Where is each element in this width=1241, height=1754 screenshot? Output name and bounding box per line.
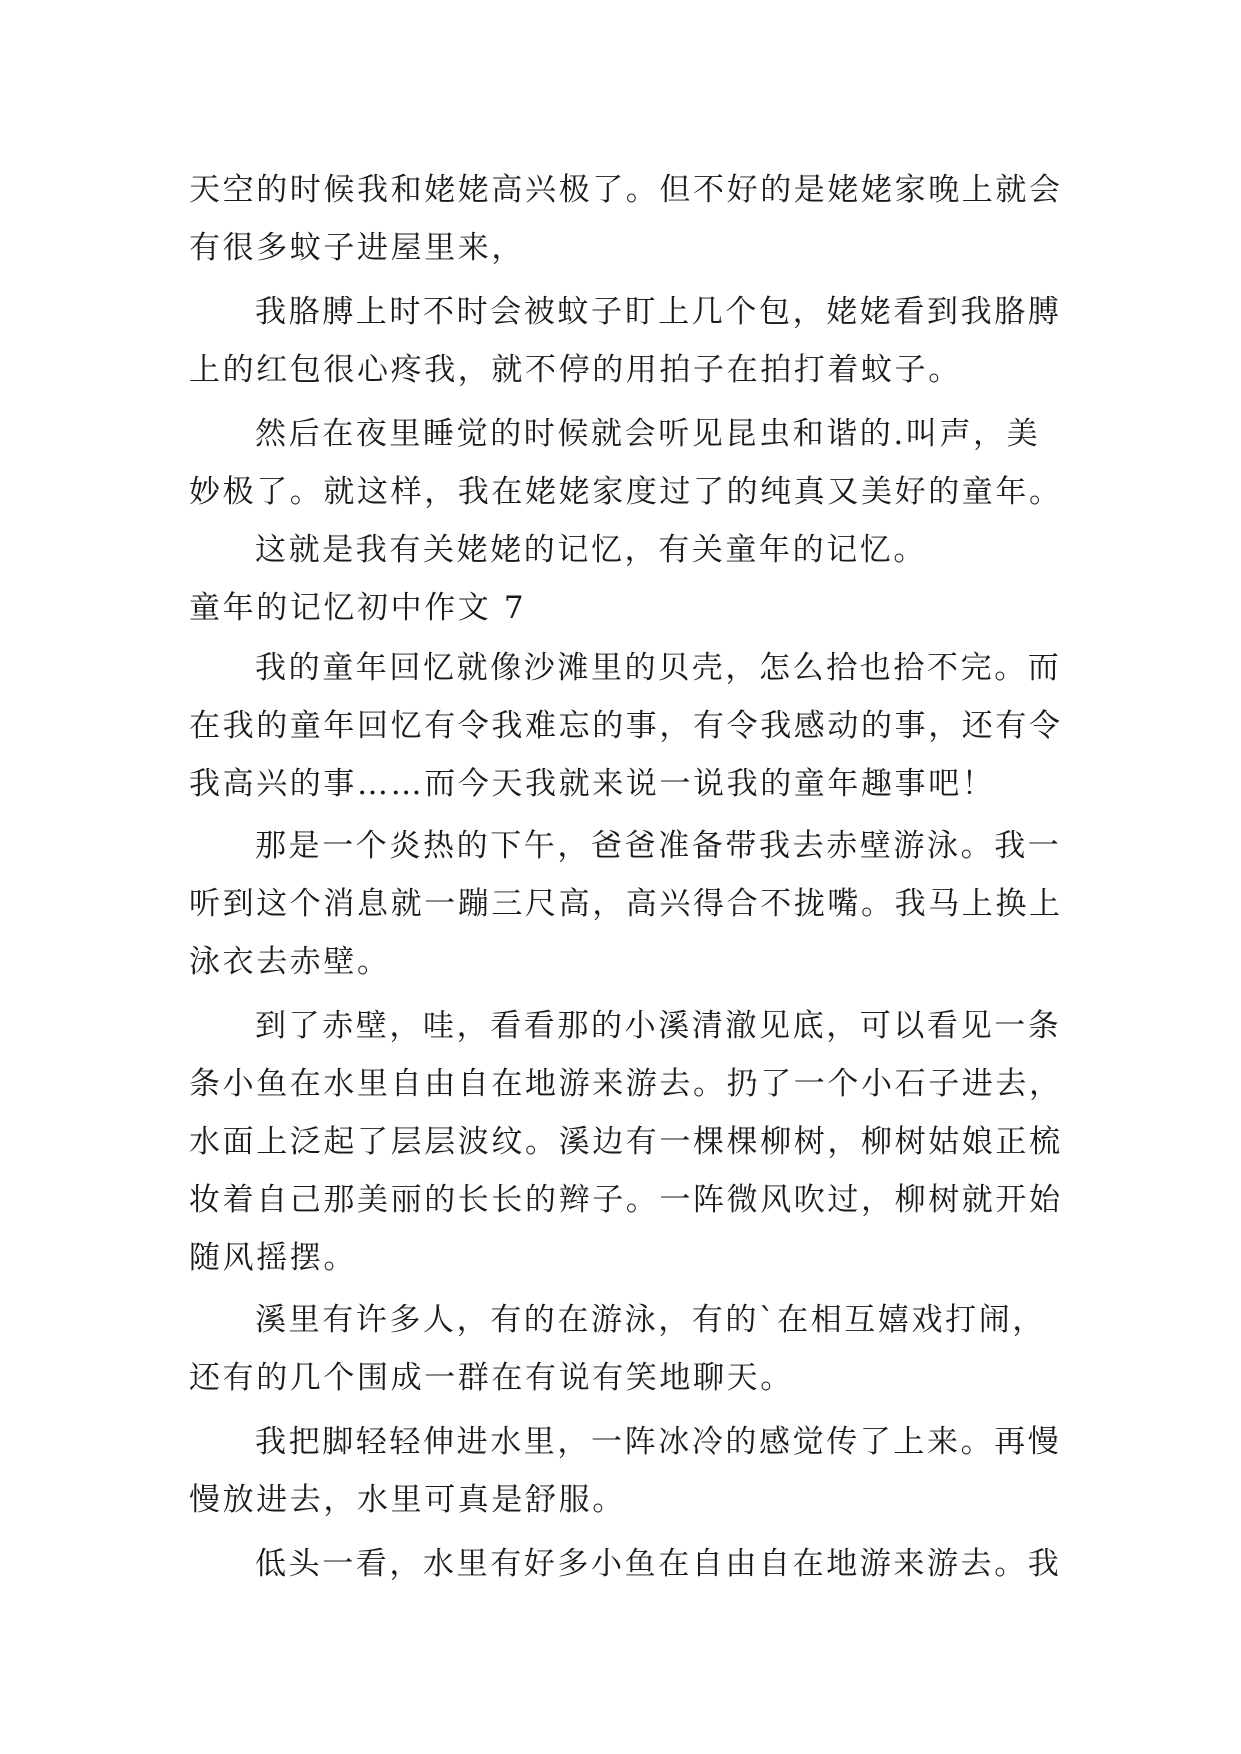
text-line: 有很多蚊子进屋里来， (189, 230, 525, 266)
text-line: 我高兴的事……而今天我就来说一说我的童年趣事吧！ (189, 766, 996, 802)
text-line: 妆着自己那美丽的长长的辫子。一阵微风吹过，柳树就开始 (189, 1182, 1063, 1218)
text-line: 天空的时候我和姥姥高兴极了。但不好的是姥姥家晚上就会 (189, 172, 1063, 208)
text-line: 我胳膊上时不时会被蚊子盯上几个包，姥姥看到我胳膊 (255, 294, 1062, 330)
text-line: 水面上泛起了层层波纹。溪边有一棵棵柳树，柳树姑娘正梳 (189, 1124, 1063, 1160)
text-line: 还有的几个围成一群在有说有笑地聊天。 (189, 1360, 794, 1396)
text-line: 泳衣去赤壁。 (189, 944, 391, 980)
text-line: 上的红包很心疼我，就不停的用拍子在拍打着蚊子。 (189, 352, 962, 388)
text-line: 听到这个消息就一蹦三尺高，高兴得合不拢嘴。我马上换上 (189, 886, 1063, 922)
text-line: 慢放进去，水里可真是舒服。 (189, 1482, 626, 1518)
text-line: 我的童年回忆就像沙滩里的贝壳，怎么拾也拾不完。而 (255, 650, 1062, 686)
text-line: 溪里有许多人，有的在游泳，有的`在相互嬉戏打闹， (255, 1302, 1046, 1338)
section-heading: 童年的记忆初中作文 7 (189, 590, 527, 626)
text-line: 低头一看，水里有好多小鱼在自由自在地游来游去。我 (255, 1546, 1062, 1582)
text-line: 随风摇摆。 (189, 1240, 357, 1276)
text-line: 然后在夜里睡觉的时候就会听见昆虫和谐的.叫声，美 (255, 416, 1041, 452)
text-line: 条小鱼在水里自由自在地游来游去。扔了一个小石子进去， (189, 1066, 1063, 1102)
text-line: 到了赤壁，哇，看看那的小溪清澈见底，可以看见一条 (255, 1008, 1062, 1044)
text-line: 那是一个炎热的下午，爸爸准备带我去赤壁游泳。我一 (255, 828, 1062, 864)
text-line: 我把脚轻轻伸进水里，一阵冰冷的感觉传了上来。再慢 (255, 1424, 1062, 1460)
text-line: 在我的童年回忆有令我难忘的事，有令我感动的事，还有令 (189, 708, 1063, 744)
text-line: 这就是我有关姥姥的记忆，有关童年的记忆。 (255, 532, 927, 568)
text-line: 妙极了。就这样，我在姥姥家度过了的纯真又美好的童年。 (189, 474, 1063, 510)
